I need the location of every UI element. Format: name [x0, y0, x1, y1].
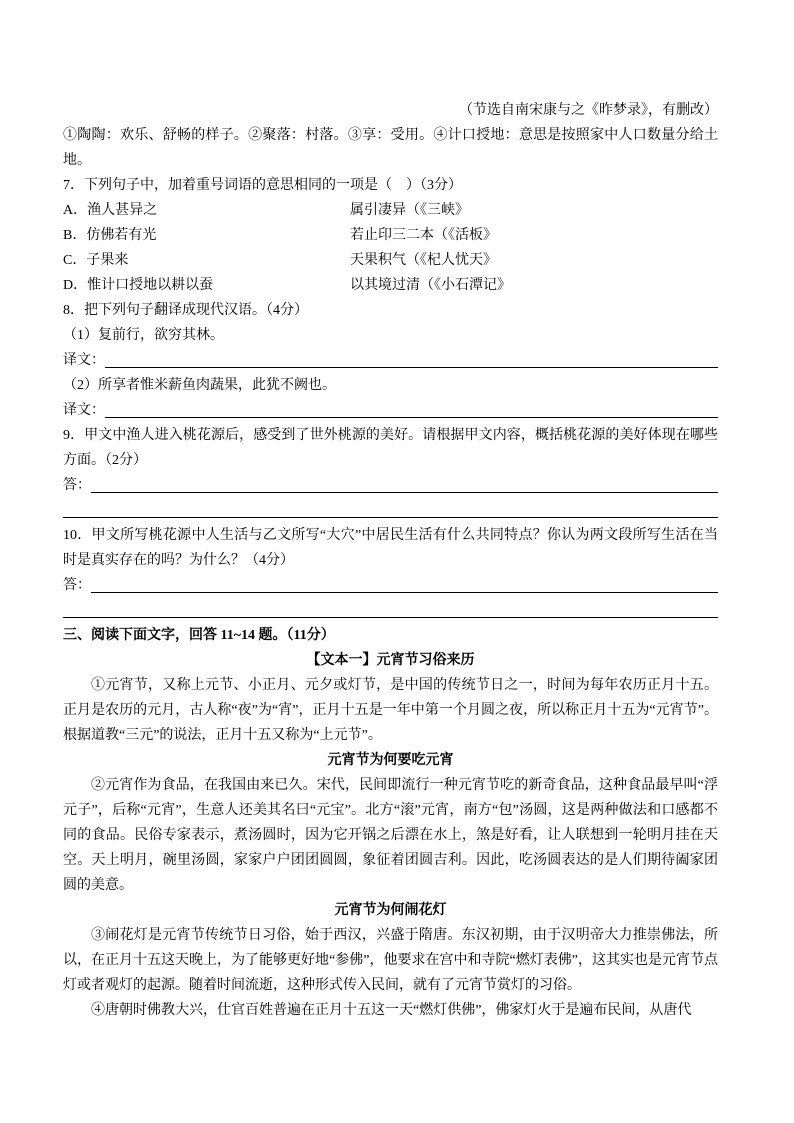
- subheading-lanterns: 元宵节为何闹花灯: [334, 903, 447, 918]
- question-10-answer-line-2: [63, 598, 718, 623]
- question-7-option-d: [63, 273, 718, 298]
- paragraph-4: ④唐朝时佛教大兴，仕官百姓普遍在正月十五这一天“燃灯供佛”，佛家灯火于是遍布民间，从唐代: [91, 1003, 692, 1018]
- question-8-stem: 8．把下列句子翻译成现代汉语。（4分）: [63, 303, 308, 318]
- translation-label-1: 译文：: [63, 353, 105, 368]
- source-note: （节选自南宋康与之《昨梦录》，有删改）: [459, 103, 718, 118]
- subheading-eat-yuanxiao: 元宵节为何要吃元宵: [327, 753, 454, 768]
- option-b-source: 若止印三二本（《活板》: [350, 228, 497, 243]
- question-9-answer-blank: [63, 473, 718, 498]
- translation-label-2: 译文：: [63, 403, 105, 418]
- question-7-option-c: [63, 248, 718, 273]
- answer-underline: [91, 473, 718, 493]
- answer-underline: [91, 573, 718, 593]
- text1-heading: 【文本一】元宵节习俗来历: [306, 653, 475, 668]
- option-d-source: 以其境过清（《小石潭记》: [350, 278, 511, 293]
- section-3-title: 三、阅读下面文字，回答 11~14 题。（11分）: [63, 628, 335, 643]
- question-10-stem: 10．甲文所写桃花源中人生活与乙文所写“大穴”中居民生活有什么共同特点？你认为两文段所写生活在当时是真实存在的吗？为什么？（4分）: [63, 528, 718, 568]
- option-c-text: C．子果来: [63, 253, 129, 268]
- answer-label-9: 答：: [63, 478, 91, 493]
- paragraph-3: ③闹花灯是元宵节传统节日习俗，始于西汉，兴盛于隋唐。东汉初期，由于汉明帝大力推崇佛法，所以，在正月十五这天晚上，为了能够更好地“参佛”，他要求在宫中和寺院“燃灯表佛”，这其实也是元宵节点灯或者观灯的起源。随着时间流逝，这种形式传入民间，就有了元宵节赏灯的习俗。: [63, 928, 718, 993]
- answer-underline-full: [63, 598, 718, 618]
- option-a-text: A．渔人甚异之: [63, 203, 158, 218]
- question-8-sentence-2: （2）所享者惟米薪鱼肉蔬果，此犹不阙也。: [63, 378, 336, 393]
- question-9-stem: 9．甲文中渔人进入桃花源后，感受到了世外桃源的美好。请根据甲文内容，概括桃花源的美好体现在哪些方面。（2分）: [63, 428, 718, 468]
- option-b-text: B．仿佛若有光: [63, 228, 157, 243]
- question-7-option-b: [63, 223, 718, 248]
- question-7-stem: 7．下列句子中，加着重号词语的意思相同的一项是（ ）（3分）: [63, 178, 462, 193]
- option-c-source: 天果积气（《杞人忧天》: [350, 253, 497, 268]
- paragraph-1: ①元宵节，又称上元节、小正月、元夕或灯节，是中国的传统节日之一，时间为每年农历正月十五。正月是农历的元月，古人称“夜”为“宵”，正月十五是一年中第一个月圆之夜，所以称正月十五为“元宵节”。根据道教“三元”的说法，正月十五又称为“上元节”。: [63, 678, 718, 743]
- annotation-notes: ①陶陶：欢乐、舒畅的样子。②聚落：村落。③享：受用。④计口授地：意思是按照家中人口数量分给土地。: [63, 128, 718, 168]
- translation-blank-2: [63, 398, 718, 423]
- question-8-sentence-1: （1）复前行，欲穷其林。: [63, 328, 224, 343]
- answer-underline: [105, 398, 718, 418]
- answer-label-10: 答：: [63, 578, 91, 593]
- translation-blank-1: [63, 348, 718, 373]
- option-a-source: 属引凄异（《三峡》: [350, 203, 469, 218]
- answer-underline-full: [63, 498, 718, 518]
- question-9-answer-line-2: [63, 498, 718, 523]
- question-10-answer-blank: [63, 573, 718, 598]
- paragraph-2: ②元宵作为食品，在我国由来已久。宋代，民间即流行一种元宵节吃的新奇食品，这种食品最早叫“浮元子”，后称“元宵”，生意人还美其名曰“元宝”。北方“滚”元宵，南方“包”汤圆，这是两种做法和口感都不同的食品。民俗专家表示，煮汤圆时，因为它开锅之后漂在水上，煞是好看，让人联想到一轮明月挂在天空。天上明月，碗里汤圆，家家户户团团圆圆，象征着团圆吉利。因此，吃汤圆表达的是人们期待阖家团圆的美意。: [63, 778, 718, 893]
- question-7-option-a: [63, 198, 718, 223]
- option-d-text: D．惟计口授地以耕以蚕: [63, 278, 214, 293]
- answer-underline: [105, 348, 718, 368]
